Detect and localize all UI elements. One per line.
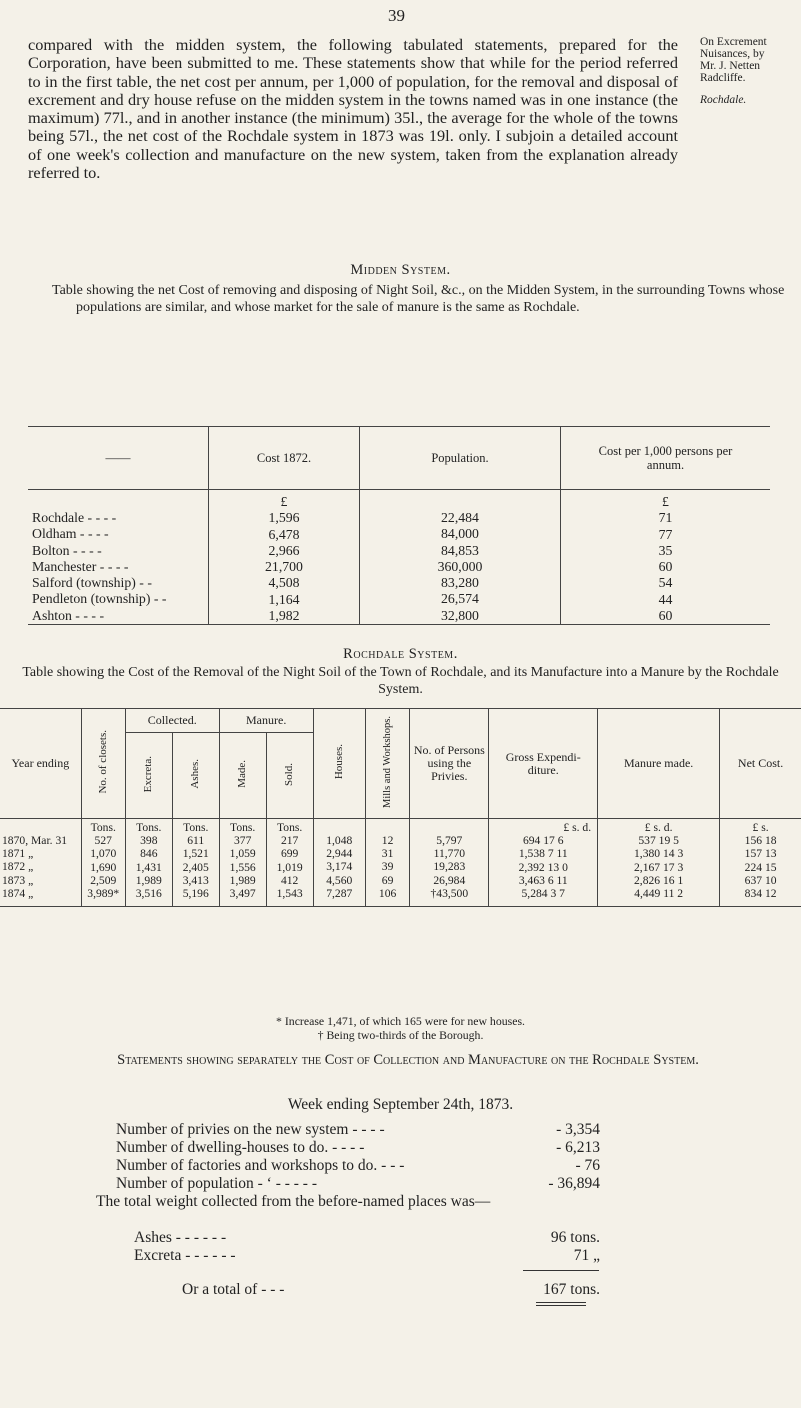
mills-value: 69 (381, 873, 394, 887)
ashes-value: 2,405 (182, 860, 209, 874)
per1000-value: 71 (658, 510, 673, 526)
persons-value: †43,500 (430, 886, 469, 900)
houses-value: 3,174 (326, 860, 353, 874)
header-persons: No. of Persons using the Privies. (410, 709, 489, 819)
sold-value: 699 (280, 847, 299, 861)
closets-value: 2,509 (90, 873, 117, 887)
statements-heading: Statements showing separately the Cost of Collection and Manufacture on the Rochdale System. (117, 1052, 699, 1068)
margin-note-line4: Radcliffe. (700, 72, 746, 84)
town-name: Salford (township) - - (32, 575, 152, 591)
tons-unit: Tons. (90, 821, 116, 834)
population-value: 22,484 (441, 510, 479, 525)
gross-value: 694 17 6 (522, 834, 564, 848)
net-cost-value: 637 10 (744, 873, 777, 887)
gross-value: 1,538 7 11 (518, 847, 568, 861)
footnote-increase: * Increase 1,471, of which 165 were for new houses. (276, 1014, 525, 1028)
midden-header-blank: —— (28, 427, 209, 490)
mills-value: 31 (381, 847, 394, 861)
years-cell (0, 819, 81, 907)
year-value: 1871 „ (2, 847, 34, 861)
ashes-value: 5,196 (182, 887, 209, 901)
year-value: 1874 „ (2, 886, 34, 900)
cost-value: 1,164 (268, 591, 300, 607)
manure-value: 4,449 11 2 (634, 887, 684, 901)
town-name: Pendleton (township) - - (32, 591, 167, 607)
header-year: Year ending (0, 709, 81, 819)
per1000-value: 60 (658, 559, 673, 575)
tons-unit: Tons. (136, 821, 162, 834)
made-value: 1,989 (229, 873, 256, 887)
net-unit: £ s. (752, 821, 769, 834)
factories-label: Number of factories and workshops to do. - - - (116, 1157, 405, 1174)
per1000-value: 60 (658, 608, 673, 624)
sold-cell (266, 819, 313, 907)
midden-caption: Table showing the net Cost of removing and disposing of Night Soil, &c., on the Midden System, in the surrounding Towns whose populations are similar, and whose market for the sale of manure is the same as Rochdale. (52, 283, 785, 315)
sold-value: 1,019 (276, 860, 303, 874)
population-value: 32,800 (441, 607, 479, 623)
midden-table (28, 426, 770, 625)
total-intro: The total weight collected from the before-named places was— (96, 1193, 491, 1210)
houses-value: - 6,213 (556, 1139, 600, 1156)
margin-note (700, 36, 800, 106)
per1000-value: 35 (658, 542, 673, 558)
made-value: 1,059 (229, 847, 256, 861)
midden-costs-cell (209, 490, 360, 625)
tons-unit: Tons. (183, 821, 209, 834)
persons-value: 11,770 (433, 847, 466, 861)
mills-value: 12 (381, 834, 394, 847)
header-manure-made: Manure made. (598, 709, 720, 819)
net-cost-value: 156 18 (744, 834, 777, 848)
header-net: Net Cost. (720, 709, 801, 819)
mills-value: 39 (381, 860, 394, 874)
cost-value: 4,508 (268, 575, 300, 591)
excreta-value: 71 „ (573, 1247, 600, 1264)
made-value: 1,556 (229, 860, 256, 874)
midden-towns-cell (28, 490, 209, 625)
population-value: 360,000 (437, 558, 483, 574)
town-name: Rochdale - - - - (32, 510, 117, 525)
midden-header-cost: Cost 1872. (209, 427, 360, 490)
privies-value: - 3,354 (556, 1121, 600, 1138)
population-value: 84,853 (441, 542, 479, 558)
manure-value: 1,380 14 3 (634, 847, 684, 861)
made-value: 3,497 (229, 887, 256, 901)
factories-value: - 76 (575, 1157, 600, 1174)
cost-value: 21,700 (265, 559, 303, 575)
excreta-label: Excreta - - - - - - (134, 1247, 236, 1264)
sold-value: 412 (280, 873, 299, 887)
gross-value: 2,392 13 0 (518, 860, 568, 874)
town-name: Manchester - - - - (32, 558, 129, 574)
town-name: Ashton - - - - (32, 607, 105, 623)
tons-unit: Tons. (230, 821, 256, 834)
ashes-value: 96 tons. (550, 1229, 600, 1246)
intro-paragraph (28, 36, 678, 182)
population-label: Number of population - ‘ - - - - - (116, 1175, 318, 1192)
rochdale-caption: Table showing the Cost of the Removal of the Night Soil of the Town of Rochdale, and its Manufacture into a Manure by the Rochdale System. (22, 665, 779, 697)
ashes-value: 611 (187, 834, 205, 848)
page-number: 39 (388, 6, 405, 25)
made-value: 377 (234, 834, 252, 848)
header-collected: Collected. (125, 709, 219, 733)
town-name: Oldham - - - - (32, 526, 109, 542)
sold-value: 1,543 (276, 887, 303, 901)
mills-cell (365, 819, 409, 907)
header-sold: Sold. (283, 762, 296, 786)
money-unit: £ s. d. (563, 821, 592, 834)
excreta-value: 846 (140, 847, 158, 861)
net-cost-cell (720, 819, 801, 907)
excreta-value: 1,989 (135, 873, 162, 887)
ashes-value: 1,521 (182, 847, 209, 861)
manure-value-cell (598, 819, 720, 907)
header-mills: Mills and Workshops. (382, 715, 394, 808)
privies-label: Number of privies on the new system - - - - (116, 1121, 385, 1138)
excreta-cell (125, 819, 172, 907)
manure-value: 537 19 5 (638, 834, 679, 848)
mills-value: 106 (378, 886, 397, 900)
cost-value: 1,982 (268, 608, 300, 624)
margin-note-line3: Mr. J. Netten (700, 60, 761, 72)
gross-value: 5,284 3 7 (521, 887, 565, 901)
per1000-value: 44 (658, 591, 673, 607)
rochdale-heading: Rochdale System. (343, 646, 458, 662)
manure-value: 2,167 17 3 (634, 860, 684, 874)
closets-value: 3,989* (87, 887, 120, 901)
midden-header-population: Population. (360, 427, 561, 490)
footnote-borough: † Being two-thirds of the Borough. (317, 1028, 484, 1042)
currency-symbol: £ (280, 494, 288, 509)
ashes-cell (172, 819, 219, 907)
houses-value: 2,944 (326, 847, 353, 861)
midden-header-cost-per: Cost per 1,000 persons per annum. (561, 427, 771, 490)
made-cell (219, 819, 266, 907)
midden-per1000-cell (561, 490, 771, 625)
houses-value: 4,560 (326, 873, 353, 887)
closets-value: 1,690 (90, 860, 117, 874)
header-gross: Gross Expendi- diture. (489, 709, 598, 819)
net-cost-value: 157 13 (744, 847, 777, 861)
year-value: 1870, Mar. 31 (2, 834, 68, 847)
closets-value: 527 (94, 834, 112, 848)
population-value: 84,000 (441, 526, 479, 542)
margin-note-place: Rochdale. (700, 94, 747, 106)
persons-cell (410, 819, 489, 907)
town-name: Bolton - - - - (32, 542, 102, 558)
currency-symbol: £ (662, 494, 669, 509)
ashes-label: Ashes - - - - - - (134, 1229, 227, 1246)
population-value: 83,280 (441, 575, 479, 591)
gross-value: 3,463 6 11 (518, 873, 568, 887)
persons-value: 5,797 (436, 834, 463, 847)
header-closets: No. of closets. (96, 730, 109, 794)
sum-rule (523, 1270, 599, 1271)
excreta-value: 398 (140, 834, 158, 848)
sold-value: 217 (280, 834, 299, 848)
intro-text: compared with the midden system, the following tabulated statements, prepared for the Corporation, have been submitted to me. These statements show that while for the period referred to in the first table, the net cost per annum, per 1,000 of population, for the removal and disposal of excrement and dry house refuse on the midden system in the towns named was in one instance (the maximum) 77l., and in another instance (the minimum) 35l., the average for the whole of the towns being 57l., the net cost of the Rochdale system in 1873 was 19l. only. I subjoin a detailed account of one week's collection and manufacture on the new system, taken from the explanation already referred to. (28, 35, 678, 183)
net-cost-value: 224 15 (744, 860, 777, 874)
per1000-value: 77 (658, 526, 673, 542)
population-value: 26,574 (441, 591, 479, 607)
houses-value: 7,287 (326, 886, 353, 900)
gross-cell (489, 819, 598, 907)
population-value: - 36,894 (548, 1175, 600, 1192)
midden-population-cell (360, 490, 561, 625)
money-unit: £ s. d. (644, 821, 673, 834)
persons-value: 19,283 (433, 860, 466, 874)
header-manure: Manure. (219, 709, 313, 733)
rochdale-table (0, 708, 801, 907)
houses-value: 1,048 (326, 834, 353, 847)
margin-note-line1: On Excrement (700, 36, 767, 48)
tons-unit: Tons. (277, 821, 303, 834)
manure-value: 2,826 16 1 (634, 873, 684, 887)
excreta-value: 3,516 (135, 887, 162, 901)
cost-value: 6,478 (268, 526, 300, 542)
header-houses: Houses. (332, 744, 345, 780)
header-excreta: Excreta. (142, 755, 155, 793)
closets-value: 1,070 (90, 847, 117, 861)
total-label: Or a total of - - - (182, 1281, 285, 1298)
margin-note-line2: Nuisances, by (700, 48, 765, 60)
header-ashes: Ashes. (189, 759, 202, 789)
cost-value: 1,596 (268, 510, 300, 526)
ashes-value: 3,413 (182, 873, 209, 887)
persons-value: 26,984 (433, 873, 466, 887)
year-value: 1873 „ (2, 873, 34, 887)
per1000-value: 54 (658, 575, 673, 591)
year-value: 1872 „ (2, 860, 34, 874)
houses-cell (313, 819, 365, 907)
double-rule-top (536, 1302, 586, 1303)
net-cost-value: 834 12 (744, 887, 777, 901)
houses-label: Number of dwelling-houses to do. - - - - (116, 1139, 365, 1156)
total-value: 167 tons. (543, 1281, 600, 1298)
closets-cell (81, 819, 125, 907)
excreta-value: 1,431 (135, 860, 162, 874)
cost-value: 2,966 (268, 542, 300, 558)
midden-heading: Midden System. (350, 262, 451, 278)
double-rule-bottom (536, 1305, 586, 1306)
header-made: Made. (236, 760, 249, 788)
week-heading: Week ending September 24th, 1873. (287, 1096, 514, 1113)
